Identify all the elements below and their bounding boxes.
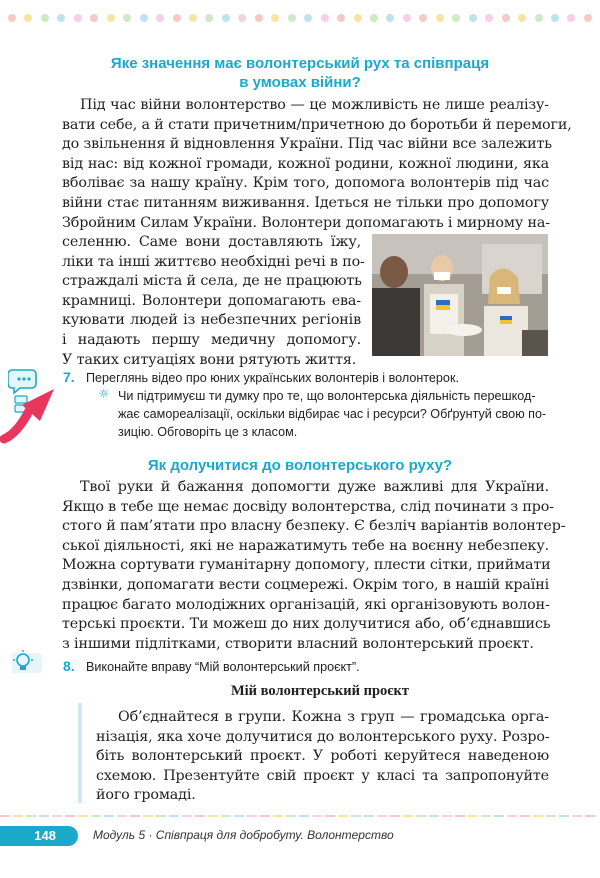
border-dash <box>416 815 426 817</box>
border-dash <box>78 815 88 817</box>
border-dot <box>24 14 32 22</box>
project-box-title: Мій волонтерський проєкт <box>230 683 410 699</box>
border-dash <box>429 815 439 817</box>
border-dot <box>173 14 181 22</box>
top-dot-border <box>8 14 592 22</box>
border-dot <box>189 14 197 22</box>
border-dot <box>288 14 296 22</box>
border-dot <box>74 14 82 22</box>
border-dash <box>208 815 218 817</box>
border-dash <box>403 815 413 817</box>
border-dash <box>585 815 595 817</box>
border-dash <box>572 815 582 817</box>
border-dot <box>567 14 575 22</box>
border-dash <box>455 815 465 817</box>
border-dot <box>304 14 312 22</box>
heading-how-to-join: Як долучитися до волонтерського руху? <box>147 457 453 474</box>
border-dot <box>485 14 493 22</box>
border-dash <box>507 815 517 817</box>
border-dash <box>26 815 36 817</box>
border-dash <box>234 815 244 817</box>
border-dash <box>52 815 62 817</box>
task-7-number: 7. <box>63 369 75 385</box>
volunteers-photo <box>372 234 548 356</box>
border-dash <box>169 815 179 817</box>
border-dot <box>222 14 230 22</box>
border-dash <box>221 815 231 817</box>
border-dash <box>364 815 374 817</box>
lightbulb-icon <box>8 649 48 681</box>
paragraph-civilian-help: селенню. Саме вони доставляють їжу, ліки та інші життєво необхідні речі в по- страждалі міста й села, де не працюють крамниці. Волонтери допомагають ева- куювати людей із небезпечних регіонів і надають першу медичну допомогу. У таких ситуаціях вони рятують життя. <box>62 234 365 368</box>
border-dot <box>551 14 559 22</box>
border-dot <box>354 14 362 22</box>
border-dash <box>143 815 153 817</box>
border-dash <box>299 815 309 817</box>
border-dot <box>107 14 115 22</box>
paragraph-war-volunteering: Під час війни волонтерство — це можливість не лише реалізу- вати себе, а й стати причетним/причетною до боротьби й перемоги, до звільнення й відновлення України. Під час війни все залежить від нас: від кожної громади, кожної родини, кожної людини, яка вболіває за нашу країну. Крім того, допомога волонтерів під час війни стає питанням виживання. Ідеться не тільки про допомогу Збройним Силам України. Волонтери допомагають і мирному на- <box>62 97 572 231</box>
border-dot <box>123 14 131 22</box>
border-dash <box>520 815 530 817</box>
border-dot <box>403 14 411 22</box>
border-dash <box>247 815 257 817</box>
footer-module-title: Модуль 5 · Співпраця для добробуту. Волонтерство <box>93 828 394 842</box>
sun-icon: ☼ <box>98 387 110 402</box>
border-dash <box>494 815 504 817</box>
border-dot <box>370 14 378 22</box>
border-dot <box>584 14 592 22</box>
border-dash <box>312 815 322 817</box>
border-dash <box>533 815 543 817</box>
border-dash <box>546 815 556 817</box>
border-dot <box>452 14 460 22</box>
border-dash <box>390 815 400 817</box>
border-dash <box>156 815 166 817</box>
border-dash <box>117 815 127 817</box>
border-dot <box>535 14 543 22</box>
border-dash <box>65 815 75 817</box>
border-dash <box>195 815 205 817</box>
border-dash <box>325 815 335 817</box>
border-dot <box>8 14 16 22</box>
task-8-text: Виконайте вправу “Мій волонтерський проєкт”. <box>86 660 360 674</box>
bottom-dash-border <box>0 815 600 818</box>
border-dot <box>140 14 148 22</box>
border-dot <box>238 14 246 22</box>
border-dash <box>13 815 23 817</box>
project-box-text: Об’єднайтеся в групи. Кожна з груп — громадська орга- нізація, яка хоче долучитися до волонтерського руху. Розро- біть волонтерський проєкт. У роботі керуйтеся наведеною схемою. Презентуйте свій проєкт у класі та запропонуйте його громаді. <box>96 709 550 804</box>
border-dash <box>442 815 452 817</box>
border-dash <box>130 815 140 817</box>
border-dash <box>260 815 270 817</box>
border-dash <box>559 815 569 817</box>
border-dot <box>41 14 49 22</box>
border-dash <box>286 815 296 817</box>
border-dot <box>255 14 263 22</box>
border-dash <box>104 815 114 817</box>
border-dash <box>0 815 10 817</box>
border-dot <box>518 14 526 22</box>
border-dot <box>321 14 329 22</box>
page-number: 148 <box>0 826 78 846</box>
task-7-text: Переглянь відео про юних українських волонтерів і волонтерок. <box>86 371 459 385</box>
border-dot <box>57 14 65 22</box>
border-dot <box>469 14 477 22</box>
border-dot <box>502 14 510 22</box>
border-dot <box>205 14 213 22</box>
border-dash <box>468 815 478 817</box>
task-8-number: 8. <box>63 658 75 674</box>
paragraph-how-to-join: Твої руки й бажання допомогти дуже важливі для України. Якщо в тебе ще немає досвіду волонтерства, слід починати з про- стого й пам’ятати про власну безпеку. Є безліч варіантів волонтер- ської діяльності, які не наражатимуть тебе на воєнну небезпеку. Можна сортувати гуманітарну допомогу, плести сітки, приймати дзвінки, допомагати вести соцмережі. Окрім того, в нашій країні працює багато молодіжних організацій, які організовують волон- терські проєкти. Ти можеш до них долучитися або, об’єднавшись з іншими підлітками, створити власний волонтерський проєкт. <box>62 479 566 652</box>
pointer-arrow-icon <box>0 375 60 449</box>
task-7-question: Чи підтримуєш ти думку про те, що волонтерська діяльність перешкод- жає самореалізації, оскільки відбирає час і ресурси? Обґрунтуй свою по- зицію. Обговоріть це з класом. <box>118 389 547 439</box>
border-dot <box>271 14 279 22</box>
border-dot <box>156 14 164 22</box>
border-dash <box>481 815 491 817</box>
border-dash <box>273 815 283 817</box>
border-dash <box>91 815 101 817</box>
border-dash <box>182 815 192 817</box>
project-box-bar <box>78 703 82 803</box>
border-dash <box>377 815 387 817</box>
border-dot <box>436 14 444 22</box>
border-dot <box>419 14 427 22</box>
heading-volunteer-meaning: Яке значення має волонтерський рух та співпраця в умовах війни? <box>110 55 490 91</box>
border-dash <box>39 815 49 817</box>
border-dash <box>351 815 361 817</box>
border-dot <box>337 14 345 22</box>
border-dot <box>90 14 98 22</box>
border-dot <box>386 14 394 22</box>
border-dash <box>338 815 348 817</box>
